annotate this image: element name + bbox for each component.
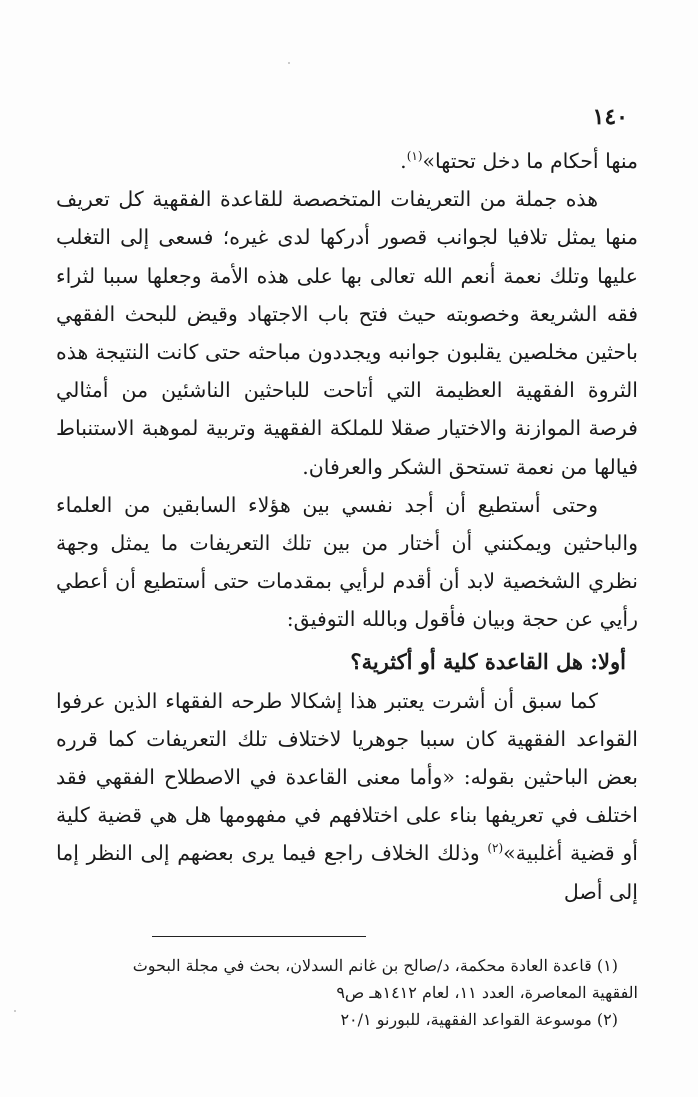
scan-speck: [14, 1010, 16, 1012]
footnote-1-continuation: الفقهية المعاصرة، العدد ١١، لعام ١٤١٢هـ ص٩: [336, 983, 638, 1002]
page-number: ١٤٠: [592, 104, 628, 130]
footnote-reference: (٢): [487, 841, 504, 856]
body-text: [56, 142, 638, 911]
section-heading: أولا: هل القاعدة كلية أو أكثرية؟: [350, 648, 626, 674]
footnote-divider: [152, 936, 366, 937]
footnote-2: (٢) موسوعة القواعد الفقهية، للبورنو ٢٠/١: [340, 1010, 618, 1029]
paragraph: [56, 682, 638, 911]
paragraph-continuation: [56, 142, 638, 180]
paragraph-text: منها أحكام ما دخل تحتها»: [422, 149, 638, 173]
paragraph-text: وذلك الخلاف راجع فيما يرى بعضهم إلى النظر إما إلى أصل: [56, 841, 638, 904]
footnote-1: (١) قاعدة العادة محكمة، د/صالح بن غانم السدلان، بحث في مجلة البحوث: [132, 956, 618, 975]
footnote-reference: (١): [406, 149, 423, 164]
paragraph-end: .: [400, 149, 407, 173]
paragraph-text: كما سبق أن أشرت يعتبر هذا إشكالا طرحه الفقهاء الذين عرفوا القواعد الفقهية كان سببا جوهريا لاختلاف تلك التعريفات كما قرره بعض الباحثين بقوله: «وأما معنى القاعدة في الاصطلاح الفقهي فقد اختلف في تعريفها بناء على اختلافهم في مفهومها هل هي قضية كلية أو قضية أغلبية»: [56, 688, 638, 866]
footnotes: [56, 952, 638, 1033]
scan-speck: [288, 62, 290, 64]
paragraph: وحتى أستطيع أن أجد نفسي بين هؤلاء السابقين من العلماء والباحثين ويمكنني أن أختار من بين تلك التعريفات ما يمثل وجهة نظري الشخصية لابد أن أقدم لرأيي بمقدمات حتى أستطيع أن أعطي رأيي عن حجة وبيان فأقول وبالله التوفيق:: [56, 492, 638, 632]
paragraph: هذه جملة من التعريفات المتخصصة للقاعدة الفقهية كل تعريف منها يمثل تلافيا لجوانب قصور أدركها لدى غيره؛ فسعى إلى التغلب عليها وتلك نعمة أنعم الله تعالى بها على هذه الأمة وجعلها سببا لثراء فقه الشريعة وخصوبته حيث فتح باب الاجتهاد وقيض للبحث الفقهي باحثين مخلصين يقلبون جوانبه ويجددون مباحثه حتى كانت النتيجة هذه الثروة الفقهية العظيمة التي أتاحت للباحثين الناشئين من أمثالي فرصة الموازنة والاختيار صقلا للملكة الفقهية وتربية لموهبة الاستنباط فيالها من نعمة تستحق الشكر والعرفان.: [56, 187, 638, 479]
